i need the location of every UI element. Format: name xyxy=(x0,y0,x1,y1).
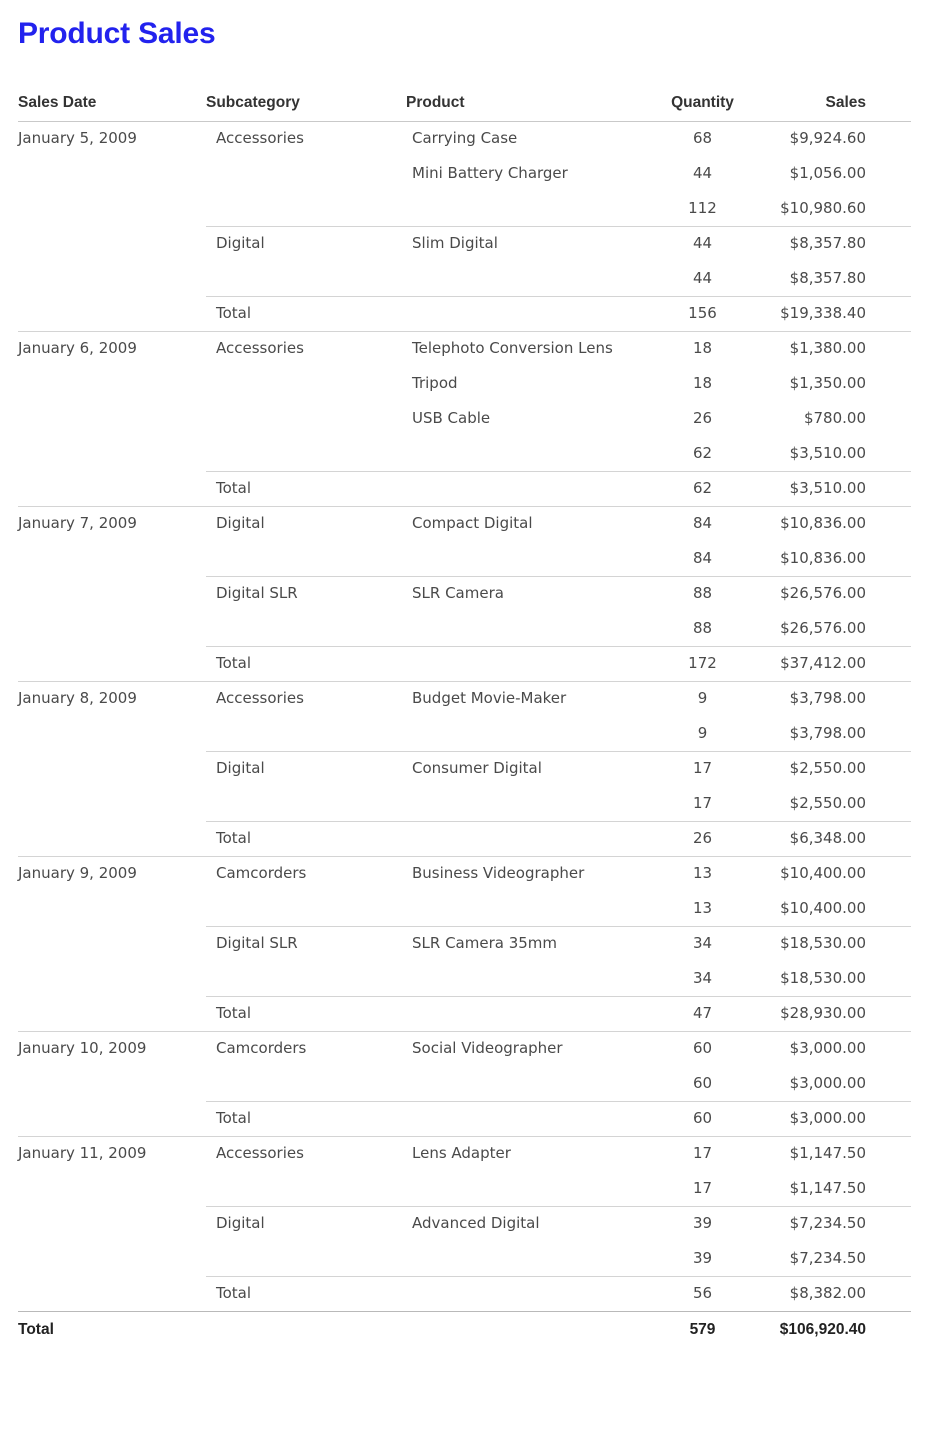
cell-subcategory xyxy=(206,262,406,297)
table-row xyxy=(18,927,911,962)
cell-sales: $2,550.00 xyxy=(789,794,866,812)
cell-quantity: 34 xyxy=(692,969,713,987)
cell-subcategory xyxy=(206,1172,406,1207)
cell-sales: $1,380.00 xyxy=(762,332,911,367)
cell-sales-date: January 7, 2009 xyxy=(18,507,206,542)
cell-sales-date: January 6, 2009 xyxy=(18,332,206,367)
cell-quantity: 44 xyxy=(643,227,762,262)
cell-sales-date xyxy=(18,192,206,227)
cell-sales: $1,350.00 xyxy=(789,374,866,392)
cell-sales: $10,400.00 xyxy=(762,857,911,892)
cell-quantity: 84 xyxy=(692,549,713,567)
cell-quantity: 60 xyxy=(692,1074,713,1092)
table-row xyxy=(18,787,911,822)
cell-quantity: 9 xyxy=(643,682,762,717)
cell-product: Tripod xyxy=(412,374,458,392)
cell-subcategory xyxy=(206,437,406,472)
cell-quantity: 112 xyxy=(688,199,717,217)
cell-quantity: 68 xyxy=(643,122,762,157)
column-header-sales-date: Sales Date xyxy=(18,94,206,122)
table-row xyxy=(18,752,911,787)
cell-sales: $37,412.00 xyxy=(762,647,911,682)
cell-product: Carrying Case xyxy=(406,122,643,157)
cell-sales-date xyxy=(18,227,206,262)
cell-subcategory: Camcorders xyxy=(206,1032,406,1067)
cell-sales: $3,000.00 xyxy=(762,1102,911,1137)
cell-product xyxy=(406,1277,643,1312)
table-row xyxy=(18,997,911,1032)
column-header-subcategory: Subcategory xyxy=(206,94,406,122)
cell-subcategory: Total xyxy=(206,1102,406,1137)
cell-subcategory xyxy=(206,157,406,192)
cell-sales-date xyxy=(18,892,206,927)
cell-product: Budget Movie-Maker xyxy=(406,682,643,717)
table-row xyxy=(18,262,911,297)
cell-sales: $28,930.00 xyxy=(762,997,911,1032)
column-header-quantity: Quantity xyxy=(643,94,762,122)
table-row xyxy=(18,1242,911,1277)
table-row xyxy=(18,1032,911,1067)
cell-sales: $9,924.60 xyxy=(762,122,911,157)
cell-subcategory: Digital xyxy=(206,227,406,262)
cell-sales: $3,000.00 xyxy=(789,1074,866,1092)
cell-sales-date xyxy=(18,1102,206,1137)
cell-sales: $18,530.00 xyxy=(762,927,911,962)
table-header xyxy=(18,94,911,122)
cell-sales: $8,357.80 xyxy=(762,227,911,262)
cell-quantity: 34 xyxy=(643,927,762,962)
cell-sales-date xyxy=(18,262,206,297)
column-header-product: Product xyxy=(406,94,643,122)
cell-subcategory: Digital SLR xyxy=(206,577,406,612)
cell-sales-date xyxy=(18,472,206,507)
cell-sales-date xyxy=(18,1207,206,1242)
cell-quantity: 47 xyxy=(643,997,762,1032)
cell-sales-date xyxy=(18,1172,206,1207)
column-header-sales: Sales xyxy=(762,94,911,122)
page-title: Product Sales xyxy=(18,17,216,50)
cell-sales-date xyxy=(18,1277,206,1312)
cell-sales: $3,000.00 xyxy=(762,1032,911,1067)
table-footer xyxy=(18,1312,911,1340)
table-row xyxy=(18,892,911,927)
cell-sales-date xyxy=(18,787,206,822)
table-row xyxy=(18,1102,911,1137)
cell-product: Business Videographer xyxy=(406,857,643,892)
cell-sales: $8,382.00 xyxy=(762,1277,911,1312)
cell-sales: $26,576.00 xyxy=(762,577,911,612)
cell-product xyxy=(406,612,643,647)
cell-product: Advanced Digital xyxy=(406,1207,643,1242)
cell-product xyxy=(406,822,643,857)
cell-product xyxy=(406,787,643,822)
cell-sales: $780.00 xyxy=(803,409,866,427)
cell-quantity: 39 xyxy=(692,1249,713,1267)
cell-sales-date xyxy=(18,1242,206,1277)
cell-sales-date xyxy=(18,822,206,857)
table-row xyxy=(18,577,911,612)
cell-sales: $6,348.00 xyxy=(762,822,911,857)
cell-product xyxy=(406,262,643,297)
cell-subcategory xyxy=(206,892,406,927)
cell-sales: $7,234.50 xyxy=(762,1207,911,1242)
cell-sales: $18,530.00 xyxy=(780,969,866,987)
cell-sales: $2,550.00 xyxy=(762,752,911,787)
cell-subcategory: Total xyxy=(206,472,406,507)
cell-product: Lens Adapter xyxy=(406,1137,643,1172)
cell-product: Compact Digital xyxy=(406,507,643,542)
cell-sales-date xyxy=(18,997,206,1032)
cell-sales: $8,357.80 xyxy=(789,269,866,287)
cell-quantity: 17 xyxy=(643,1137,762,1172)
cell-subcategory: Digital xyxy=(206,1207,406,1242)
cell-quantity: 18 xyxy=(643,332,762,367)
cell-sales-date xyxy=(18,927,206,962)
grand-total-spacer-prod xyxy=(406,1312,643,1340)
cell-sales: $3,510.00 xyxy=(762,472,911,507)
cell-sales: $26,576.00 xyxy=(780,619,866,637)
cell-sales: $10,836.00 xyxy=(780,549,866,567)
table-row xyxy=(18,437,911,472)
table-row xyxy=(18,367,911,402)
table-row xyxy=(18,402,911,437)
cell-product xyxy=(406,437,643,472)
cell-subcategory xyxy=(206,717,406,752)
table-row xyxy=(18,1207,911,1242)
cell-sales-date xyxy=(18,157,206,192)
cell-product xyxy=(406,1067,643,1102)
table-row xyxy=(18,297,911,332)
cell-subcategory xyxy=(206,192,406,227)
header-row xyxy=(18,94,911,122)
cell-subcategory xyxy=(206,1242,406,1277)
table-row xyxy=(18,332,911,367)
cell-sales: $1,147.50 xyxy=(762,1137,911,1172)
cell-product xyxy=(406,472,643,507)
table-row xyxy=(18,122,911,157)
cell-subcategory: Total xyxy=(206,822,406,857)
cell-product: Mini Battery Charger xyxy=(412,164,568,182)
table-row xyxy=(18,612,911,647)
cell-sales: $10,400.00 xyxy=(780,899,866,917)
cell-quantity: 172 xyxy=(643,647,762,682)
table-row xyxy=(18,472,911,507)
table-row xyxy=(18,1137,911,1172)
table-body xyxy=(18,122,911,1312)
cell-subcategory xyxy=(206,402,406,437)
table-row xyxy=(18,647,911,682)
cell-sales-date xyxy=(18,717,206,752)
cell-product xyxy=(406,997,643,1032)
cell-product: Consumer Digital xyxy=(406,752,643,787)
cell-quantity: 44 xyxy=(692,269,713,287)
cell-quantity: 60 xyxy=(643,1102,762,1137)
grand-total-row xyxy=(18,1312,911,1340)
cell-sales-date: January 11, 2009 xyxy=(18,1137,206,1172)
cell-sales-date xyxy=(18,367,206,402)
grand-total-label: Total xyxy=(18,1312,206,1340)
cell-quantity: 84 xyxy=(643,507,762,542)
table-row xyxy=(18,717,911,752)
cell-product: SLR Camera xyxy=(406,577,643,612)
cell-product: SLR Camera 35mm xyxy=(406,927,643,962)
cell-sales: $10,836.00 xyxy=(762,507,911,542)
cell-quantity: 62 xyxy=(643,472,762,507)
cell-sales: $3,510.00 xyxy=(789,444,866,462)
cell-subcategory xyxy=(206,962,406,997)
cell-subcategory: Digital xyxy=(206,752,406,787)
table-row xyxy=(18,962,911,997)
cell-sales: $19,338.40 xyxy=(762,297,911,332)
cell-quantity: 62 xyxy=(692,444,713,462)
cell-subcategory xyxy=(206,542,406,577)
cell-sales-date xyxy=(18,297,206,332)
cell-quantity: 9 xyxy=(697,724,708,742)
cell-subcategory xyxy=(206,787,406,822)
cell-product xyxy=(406,717,643,752)
cell-quantity: 17 xyxy=(692,794,713,812)
cell-sales-date xyxy=(18,647,206,682)
cell-product xyxy=(406,1242,643,1277)
cell-sales: $3,798.00 xyxy=(762,682,911,717)
cell-quantity: 156 xyxy=(643,297,762,332)
cell-sales: $7,234.50 xyxy=(789,1249,866,1267)
cell-sales-date: January 8, 2009 xyxy=(18,682,206,717)
cell-sales-date xyxy=(18,1067,206,1102)
cell-sales-date xyxy=(18,752,206,787)
cell-sales-date: January 9, 2009 xyxy=(18,857,206,892)
cell-sales: $3,798.00 xyxy=(789,724,866,742)
cell-quantity: 17 xyxy=(692,1179,713,1197)
cell-quantity: 26 xyxy=(692,409,713,427)
cell-product: Social Videographer xyxy=(406,1032,643,1067)
cell-quantity: 88 xyxy=(692,619,713,637)
grand-total-quantity: 579 xyxy=(643,1312,762,1340)
cell-product: USB Cable xyxy=(412,409,491,427)
cell-quantity: 13 xyxy=(692,899,713,917)
table-row xyxy=(18,1172,911,1207)
cell-sales-date xyxy=(18,437,206,472)
cell-subcategory: Accessories xyxy=(206,682,406,717)
cell-sales: $1,147.50 xyxy=(789,1179,866,1197)
table-row xyxy=(18,192,911,227)
cell-product xyxy=(406,192,643,227)
cell-subcategory: Accessories xyxy=(206,122,406,157)
cell-sales: $1,056.00 xyxy=(789,164,866,182)
cell-subcategory: Accessories xyxy=(206,1137,406,1172)
table-row xyxy=(18,682,911,717)
cell-sales-date xyxy=(18,612,206,647)
product-sales-table xyxy=(18,94,911,1339)
table-row xyxy=(18,857,911,892)
cell-subcategory: Total xyxy=(206,1277,406,1312)
cell-subcategory: Total xyxy=(206,297,406,332)
cell-product xyxy=(406,1172,643,1207)
cell-quantity: 56 xyxy=(643,1277,762,1312)
table-row xyxy=(18,542,911,577)
cell-subcategory: Camcorders xyxy=(206,857,406,892)
cell-product xyxy=(406,962,643,997)
cell-quantity: 60 xyxy=(643,1032,762,1067)
cell-subcategory: Total xyxy=(206,997,406,1032)
cell-product xyxy=(406,542,643,577)
table-row xyxy=(18,157,911,192)
table-row xyxy=(18,227,911,262)
cell-sales-date xyxy=(18,542,206,577)
cell-product xyxy=(406,647,643,682)
cell-quantity: 13 xyxy=(643,857,762,892)
cell-quantity: 44 xyxy=(692,164,713,182)
cell-subcategory xyxy=(206,1067,406,1102)
cell-quantity: 88 xyxy=(643,577,762,612)
grand-total-spacer-sub xyxy=(206,1312,406,1340)
cell-quantity: 26 xyxy=(643,822,762,857)
cell-subcategory: Accessories xyxy=(206,332,406,367)
cell-quantity: 39 xyxy=(643,1207,762,1242)
table-row xyxy=(18,507,911,542)
cell-product xyxy=(406,297,643,332)
cell-product: Slim Digital xyxy=(406,227,643,262)
cell-quantity: 17 xyxy=(643,752,762,787)
cell-sales-date xyxy=(18,962,206,997)
cell-sales-date xyxy=(18,402,206,437)
cell-subcategory: Total xyxy=(206,647,406,682)
cell-sales-date: January 10, 2009 xyxy=(18,1032,206,1067)
cell-sales: $10,980.60 xyxy=(780,199,866,217)
cell-subcategory: Digital SLR xyxy=(206,927,406,962)
cell-product: Telephoto Conversion Lens xyxy=(406,332,643,367)
cell-subcategory: Digital xyxy=(206,507,406,542)
grand-total-sales: $106,920.40 xyxy=(762,1312,911,1340)
cell-subcategory xyxy=(206,612,406,647)
cell-sales-date xyxy=(18,577,206,612)
cell-subcategory xyxy=(206,367,406,402)
cell-quantity: 18 xyxy=(692,374,713,392)
cell-product xyxy=(406,892,643,927)
cell-sales-date: January 5, 2009 xyxy=(18,122,206,157)
table-row xyxy=(18,1067,911,1102)
table-row xyxy=(18,822,911,857)
table-row xyxy=(18,1277,911,1312)
cell-product xyxy=(406,1102,643,1137)
